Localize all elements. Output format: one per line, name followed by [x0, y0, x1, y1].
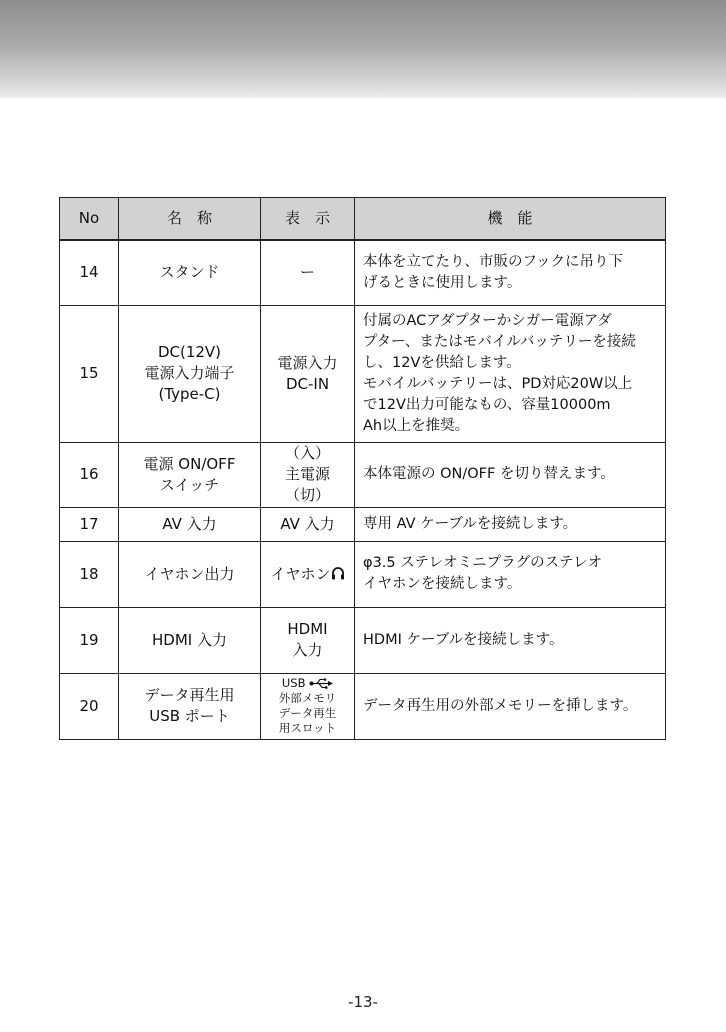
table-header-row — [60, 198, 666, 241]
row-no: 19 — [60, 607, 119, 673]
usb-icon — [309, 678, 333, 689]
row-no: 17 — [60, 507, 119, 541]
page-number: -13- — [348, 993, 378, 1011]
row-no: 18 — [60, 541, 119, 607]
row-no: 15 — [60, 305, 119, 442]
row-function: 本体を立てたり、市販のフックに吊り下 げるときに使用します。 — [355, 240, 666, 305]
table-row — [60, 541, 666, 607]
table-row — [60, 507, 666, 541]
row-no: 16 — [60, 442, 119, 507]
row-name: DC(12V) 電源入力端子 (Type-C) — [119, 305, 261, 442]
row-name: AV 入力 — [119, 507, 261, 541]
row-function: 専用 AV ケーブルを接続します。 — [355, 507, 666, 541]
table-row — [60, 673, 666, 739]
earphone-icon — [331, 566, 345, 581]
row-display: AV 入力 — [261, 507, 355, 541]
row-display-cell — [261, 673, 355, 739]
header-function: 機 能 — [355, 198, 666, 241]
usb-label: USB — [281, 676, 306, 690]
row-display: 外部メモリ データ再生 用スロット — [278, 691, 337, 735]
row-display: （入） 主電源 （切） — [261, 442, 355, 507]
row-function: HDMI ケーブルを接続します。 — [355, 607, 666, 673]
table-row — [60, 442, 666, 507]
table-row — [60, 240, 666, 305]
table-row — [60, 305, 666, 442]
row-name: イヤホン出力 — [119, 541, 261, 607]
row-function: データ再生用の外部メモリーを挿します。 — [355, 673, 666, 739]
row-display-cell — [261, 541, 355, 607]
row-display: イヤホン — [270, 564, 331, 583]
table-row — [60, 607, 666, 673]
row-no: 20 — [60, 673, 119, 739]
row-display: HDMI 入力 — [261, 607, 355, 673]
header-name: 名 称 — [119, 198, 261, 241]
row-name: スタンド — [119, 240, 261, 305]
header-band — [0, 0, 726, 98]
row-display: 電源入力 DC-IN — [261, 305, 355, 442]
row-function: φ3.5 ステレオミニプラグのステレオ イヤホンを接続します。 — [355, 541, 666, 607]
row-name: 電源 ON/OFF スイッチ — [119, 442, 261, 507]
row-function: 付属のACアダプターかシガー電源アダ プター、またはモバイルバッテリーを接続 し、12Vを供給します。 モバイルバッテリーは、PD対応20W以上 で12V出力可能なもの、容量10000m Ah以上を推奨。 — [355, 305, 666, 442]
header-no: No — [60, 198, 119, 241]
row-name: データ再生用 USB ポート — [119, 673, 261, 739]
row-no: 14 — [60, 240, 119, 305]
row-name: HDMI 入力 — [119, 607, 261, 673]
row-function: 本体電源の ON/OFF を切り替えます。 — [355, 442, 666, 507]
header-display: 表 示 — [261, 198, 355, 241]
spec-table — [59, 197, 666, 740]
row-display: ー — [261, 240, 355, 305]
